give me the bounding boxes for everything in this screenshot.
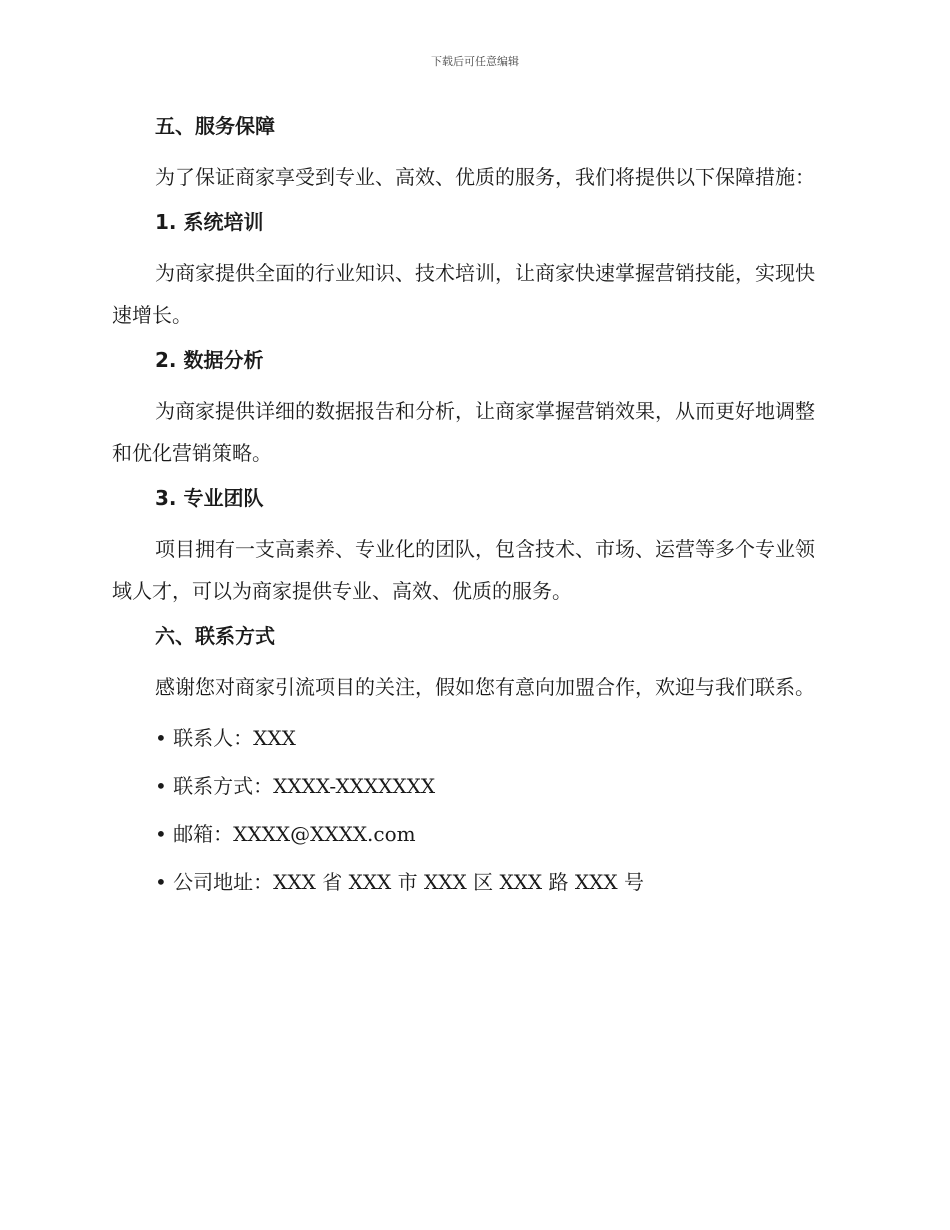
section-heading-service: 五、服务保障 [155, 114, 275, 138]
section-paragraph-training: 为商家提供全面的行业知识、技术培训，让商家快速掌握营销技能，实现快速增长。 [112, 261, 815, 327]
section-paragraph-team: 项目拥有一支高素养、专业化的团队，包含技术、市场、运营等多个专业领域人才，可以为商家提供专业、高效、优质的服务。 [112, 537, 815, 603]
section-paragraph-data-analysis: 为商家提供详细的数据报告和分析，让商家掌握营销效果，从而更好地调整和优化营销策略。 [112, 399, 815, 465]
section-heading-training: 1. 系统培训 [155, 210, 264, 234]
section-heading-team: 3. 专业团队 [155, 486, 264, 510]
section-paragraph-service: 为了保证商家享受到专业、高效、优质的服务，我们将提供以下保障措施： [155, 165, 815, 189]
section-paragraph-contact: 感谢您对商家引流项目的关注，假如您有意向加盟合作，欢迎与我们联系。 [155, 675, 815, 699]
contact-person: • 联系人：XXX [155, 726, 296, 750]
page-header: 下载后可任意编辑 [431, 55, 519, 68]
contact-address: • 公司地址：XXX 省 XXX 市 XXX 区 XXX 路 XXX 号 [155, 870, 644, 894]
section-heading-data-analysis: 2. 数据分析 [155, 348, 264, 372]
contact-phone: • 联系方式：XXXX-XXXXXXX [155, 774, 436, 798]
document-body [112, 108, 832, 900]
section-heading-contact: 六、联系方式 [155, 624, 275, 648]
contact-email: • 邮箱：XXXX@XXXX.com [155, 822, 416, 846]
